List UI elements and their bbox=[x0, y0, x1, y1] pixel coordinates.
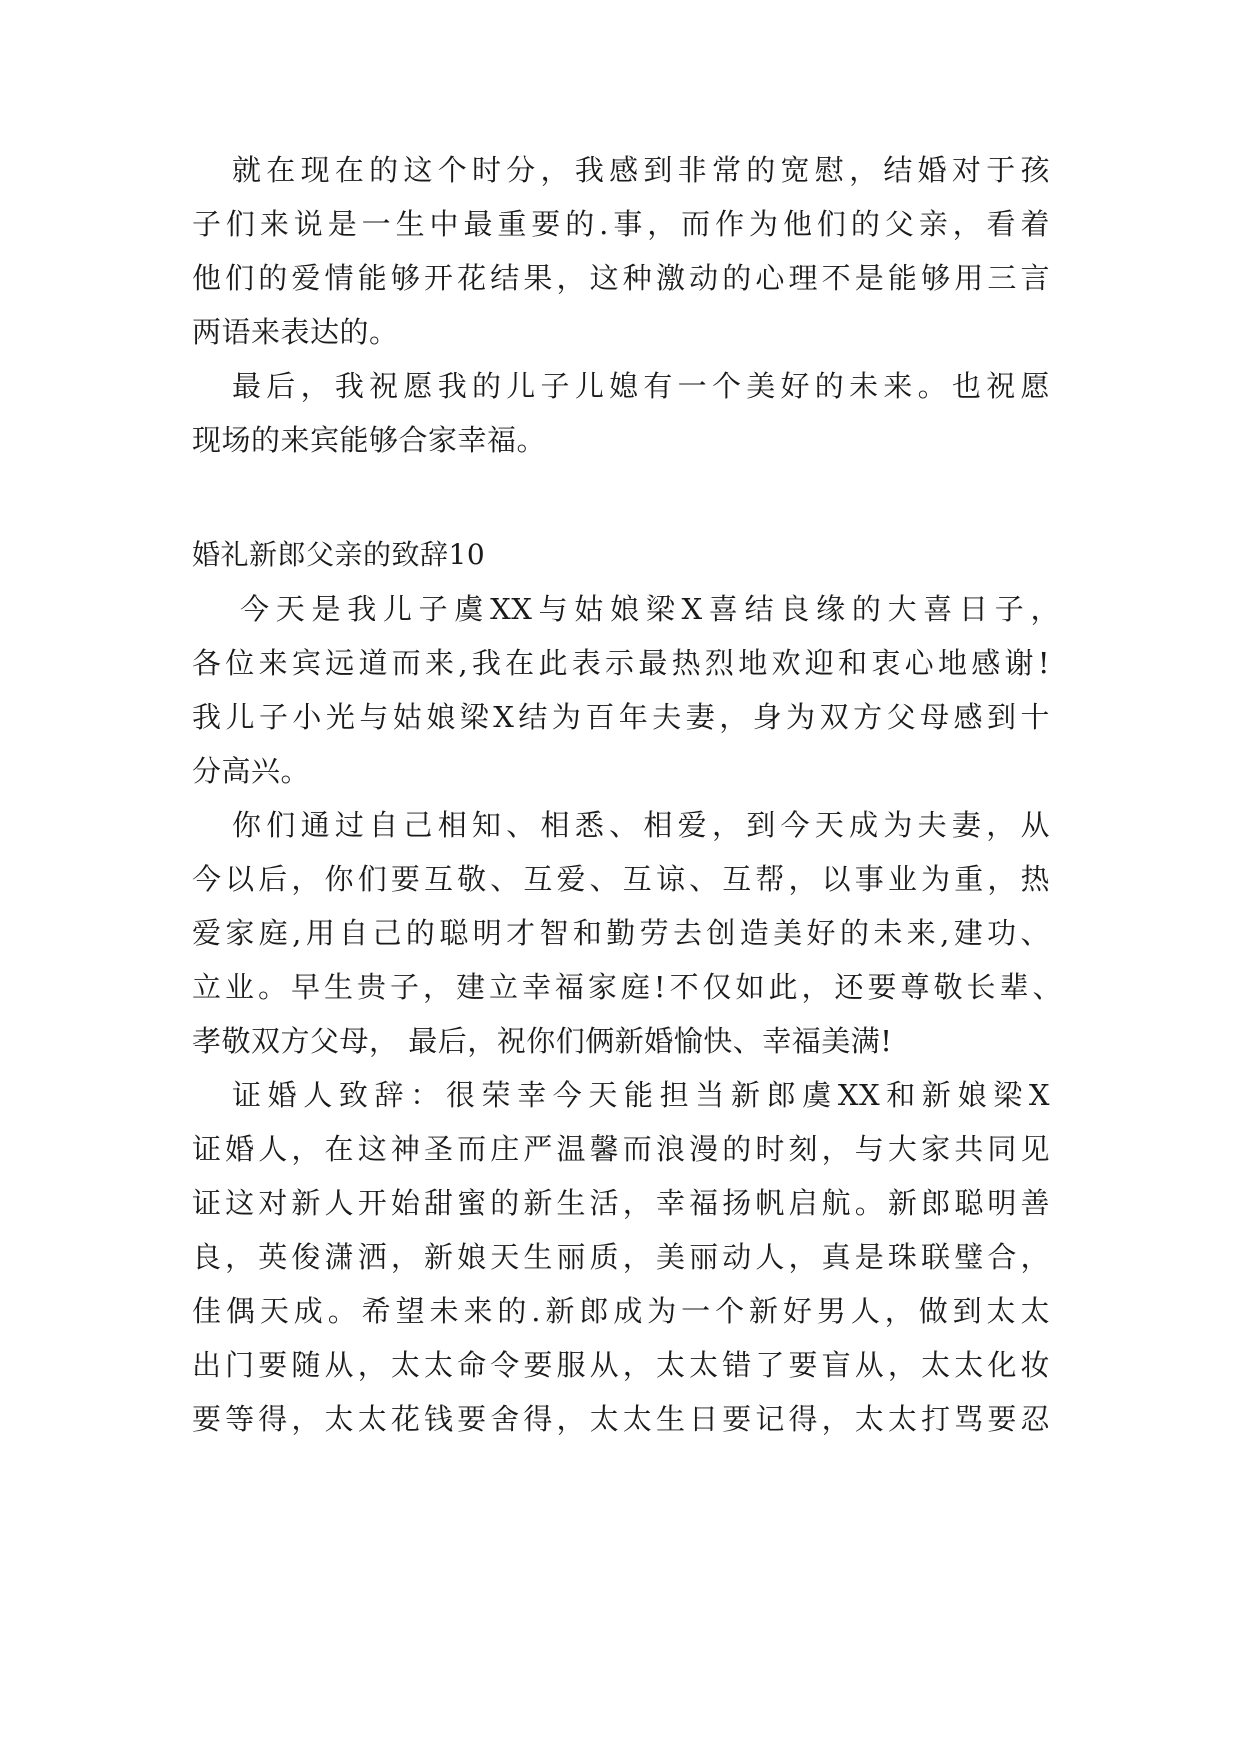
paragraph-wishes-line-1: 最后，我祝愿我的儿子儿媳有一个美好的未来。也祝愿 bbox=[232, 369, 1050, 403]
paragraph-advice-line-5: 孝敬双方父母， 最后，祝你们俩新婚愉快、幸福美满! bbox=[192, 1024, 893, 1058]
paragraph-officiant-line-2: 证婚人，在这神圣而庄严温馨而浪漫的时刻，与大家共同见 bbox=[192, 1132, 1050, 1166]
paragraph-advice-line-1: 你们通过自己相知、相悉、相爱，到今天成为夫妻，从 bbox=[232, 808, 1050, 842]
section-title: 婚礼新郎父亲的致辞10 bbox=[192, 538, 486, 571]
paragraph-officiant-line-3: 证这对新人开始甜蜜的新生活，幸福扬帆启航。新郎聪明善 bbox=[192, 1186, 1050, 1220]
paragraph-relief-line-1: 就在现在的这个时分，我感到非常的宽慰，结婚对于孩 bbox=[232, 153, 1050, 187]
paragraph-welcome-line-4: 分高兴。 bbox=[192, 754, 311, 788]
paragraph-welcome-line-3: 我儿子小光与姑娘梁X结为百年夫妻，身为双方父母感到十 bbox=[192, 700, 1050, 734]
paragraph-relief-line-2: 子们来说是一生中最重要的.事，而作为他们的父亲，看着 bbox=[192, 207, 1050, 241]
paragraph-welcome-line-1: 今天是我儿子虞XX与姑娘梁X喜结良缘的大喜日子， bbox=[240, 592, 1060, 626]
paragraph-officiant-line-1: 证婚人致辞：很荣幸今天能担当新郎虞XX和新娘梁X bbox=[232, 1078, 1050, 1112]
paragraph-advice-line-4: 立业。早生贵子，建立幸福家庭!不仅如此，还要尊敬长辈、 bbox=[192, 970, 1062, 1004]
paragraph-relief-line-3: 他们的爱情能够开花结果，这种激动的心理不是能够用三言 bbox=[192, 261, 1050, 295]
paragraph-advice-line-2: 今以后，你们要互敬、互爱、互谅、互帮，以事业为重，热 bbox=[192, 862, 1050, 896]
paragraph-relief-line-4: 两语来表达的。 bbox=[192, 315, 399, 349]
paragraph-officiant-line-7: 要等得，太太花钱要舍得，太太生日要记得，太太打骂要忍 bbox=[192, 1402, 1050, 1436]
paragraph-officiant-line-4: 良，英俊潇洒，新娘天生丽质，美丽动人，真是珠联璧合， bbox=[192, 1240, 1050, 1274]
paragraph-advice-line-3: 爱家庭,用自己的聪明才智和勤劳去创造美好的未来,建功、 bbox=[192, 916, 1050, 950]
paragraph-officiant-line-5: 佳偶天成。希望未来的.新郎成为一个新好男人，做到太太 bbox=[192, 1294, 1050, 1328]
paragraph-officiant-line-6: 出门要随从，太太命令要服从，太太错了要盲从，太太化妆 bbox=[192, 1348, 1050, 1382]
paragraph-welcome-line-2: 各位来宾远道而来,我在此表示最热烈地欢迎和衷心地感谢! bbox=[192, 646, 1050, 680]
paragraph-wishes-line-2: 现场的来宾能够合家幸福。 bbox=[192, 423, 547, 457]
